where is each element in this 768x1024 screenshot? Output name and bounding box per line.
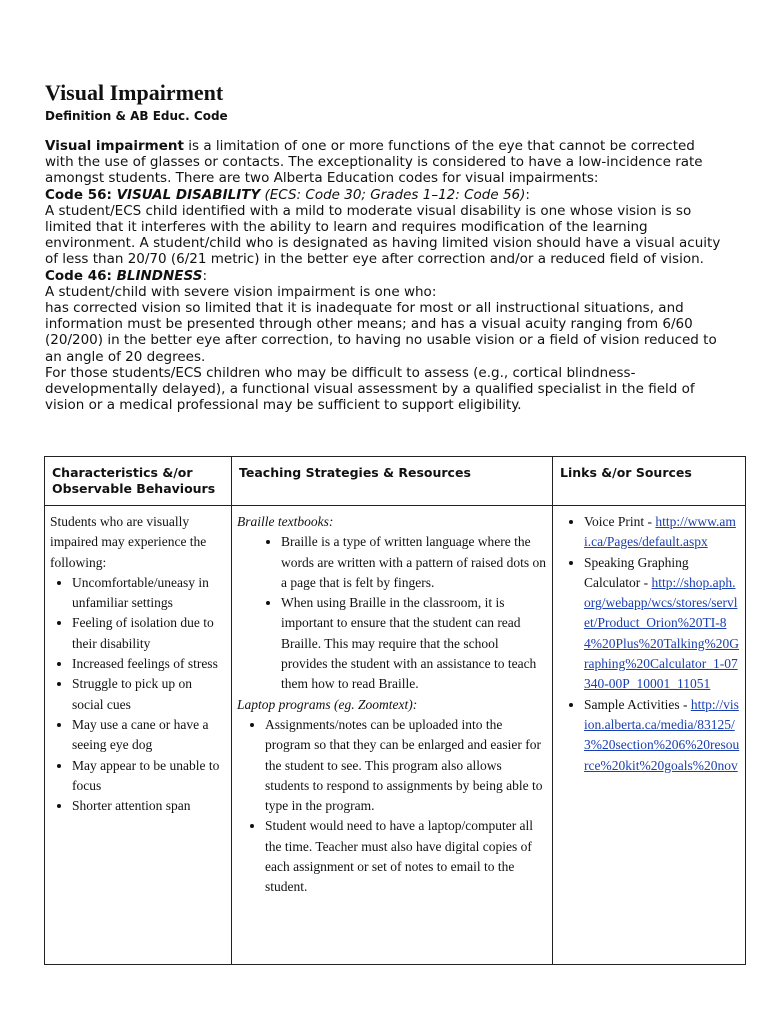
voice-print-link[interactable]: http://www.ami.ca/Pages/default.aspx <box>584 514 736 550</box>
code46-line2: has corrected vision so limited that it is inadequate for most or all instructional situations, and information must be presented through other means; and has a visual acuity ranging from 6/60 (20/200) in the better eye after correction, to having no usable vision or a field of vision reduced to an angle of 20 degrees. <box>45 300 717 365</box>
list-item: • Struggle to pick up on social cues <box>72 674 226 715</box>
characteristics-cell <box>45 506 232 965</box>
page-subtitle: Definition & AB Educ. Code <box>45 109 228 123</box>
characteristics-intro: Students who are visually impaired may experience the following: <box>50 514 207 570</box>
list-item: • May use a cane or have a seeing eye dog <box>72 715 226 756</box>
code46-heading <box>45 268 725 284</box>
code56-qualifier: (ECS: Code 30; Grades 1–12: Code 56) <box>260 186 526 203</box>
header-characteristics: Characteristics &/or Observable Behaviours <box>45 457 232 506</box>
list-item: • When using Braille in the classroom, it is important to ensure that the student can read Braille. This may require that the school provides the student with an assistance to teach them how to read Braille. <box>281 593 547 694</box>
characteristics-list <box>50 573 226 817</box>
sample-activities-label: Sample Activities - <box>584 696 691 712</box>
calculator-link[interactable]: http://shop.aph.org/webapp/wcs/stores/servlet/Product_Orion%20TI-84%20Plus%20Talking%20Graphing%20Calculator_1-07340-00P_10001_11051 <box>584 574 740 692</box>
sample-activities-link[interactable]: http://vision.alberta.ca/media/83125/3%20section%206%20resource%20kit%20goals%20nov <box>584 696 740 773</box>
page-title: Visual Impairment <box>45 80 224 105</box>
list-item <box>584 553 740 695</box>
list-item: • May appear to be unable to focus <box>72 756 226 797</box>
code56-name: VISUAL DISABILITY <box>116 186 261 203</box>
calculator-label: Speaking Graphing Calculator - <box>584 554 689 590</box>
braille-heading: Braille textbooks: <box>237 514 334 529</box>
code46-label: Code 46: <box>45 267 117 284</box>
links-list <box>558 512 740 776</box>
table-row <box>45 506 746 965</box>
intro-paragraph <box>45 138 725 187</box>
list-item: • Shorter attention span <box>72 796 226 816</box>
voice-print-label: Voice Print - <box>584 514 656 529</box>
list-item: • Feeling of isolation due to their disability <box>72 613 226 654</box>
code56-text: A student/ECS child identified with a mild to moderate visual disability is one whose vision is so limited that it interferes with the ability to learn and requires modification of the learning environment. A student/child who is designated as having limited vision should have a visual acuity of less than 20/70 (6/21 metric) in the better eye after correction and/or a reduced field of vision. <box>45 202 721 268</box>
list-item: • Increased feelings of stress <box>72 654 226 674</box>
code46-name: BLINDNESS <box>116 267 203 284</box>
list-item: • Student would need to have a laptop/computer all the time. Teacher must also have digital copies of each assignment or set of notes to email to the student. <box>265 816 547 897</box>
code56-heading <box>45 187 725 203</box>
strategies-table <box>44 456 746 965</box>
laptop-heading: Laptop programs (eg. Zoomtext): <box>237 696 418 712</box>
strategies-cell <box>232 506 553 965</box>
code56-label: Code 56: <box>45 186 117 203</box>
table-header-row <box>45 457 746 506</box>
definition-section <box>45 138 725 413</box>
links-cell <box>553 506 746 965</box>
code56-colon: : <box>525 186 530 203</box>
list-item: • Assignments/notes can be uploaded into the program so that they can be enlarged and easier for the student to see. This program also allows students to respond to assignments by being able to type in the program. <box>265 715 547 816</box>
code46-line3: For those students/ECS children who may be difficult to assess (e.g., cortical blindness-developmentally delayed), a functional visual assessment by a qualified specialist in the field of vision or a medical professional may be sufficient to support eligibility. <box>45 364 695 414</box>
laptop-list <box>237 715 547 898</box>
code46-line1: A student/child with severe vision impairment is one who: <box>45 283 437 300</box>
intro-term: Visual impairment <box>45 138 184 154</box>
document-page <box>45 80 725 413</box>
intro-text: is a limitation of one or more functions of the eye that cannot be corrected with the use of glasses or contacts. The exceptionality is considered to have a low-incidence rate amongst students. There are two Alberta Education codes for visual impairments: <box>45 138 703 187</box>
header-links: Links &/or Sources <box>553 457 746 506</box>
braille-list <box>237 532 547 694</box>
list-item <box>584 512 740 553</box>
header-strategies: Teaching Strategies & Resources <box>232 457 553 506</box>
list-item <box>584 695 740 776</box>
code46-colon: : <box>202 267 208 284</box>
list-item: • Braille is a type of written language where the words are written with a pattern of raised dots on a page that is felt by fingers. <box>281 532 547 593</box>
list-item: • Uncomfortable/uneasy in unfamiliar settings <box>72 573 226 614</box>
